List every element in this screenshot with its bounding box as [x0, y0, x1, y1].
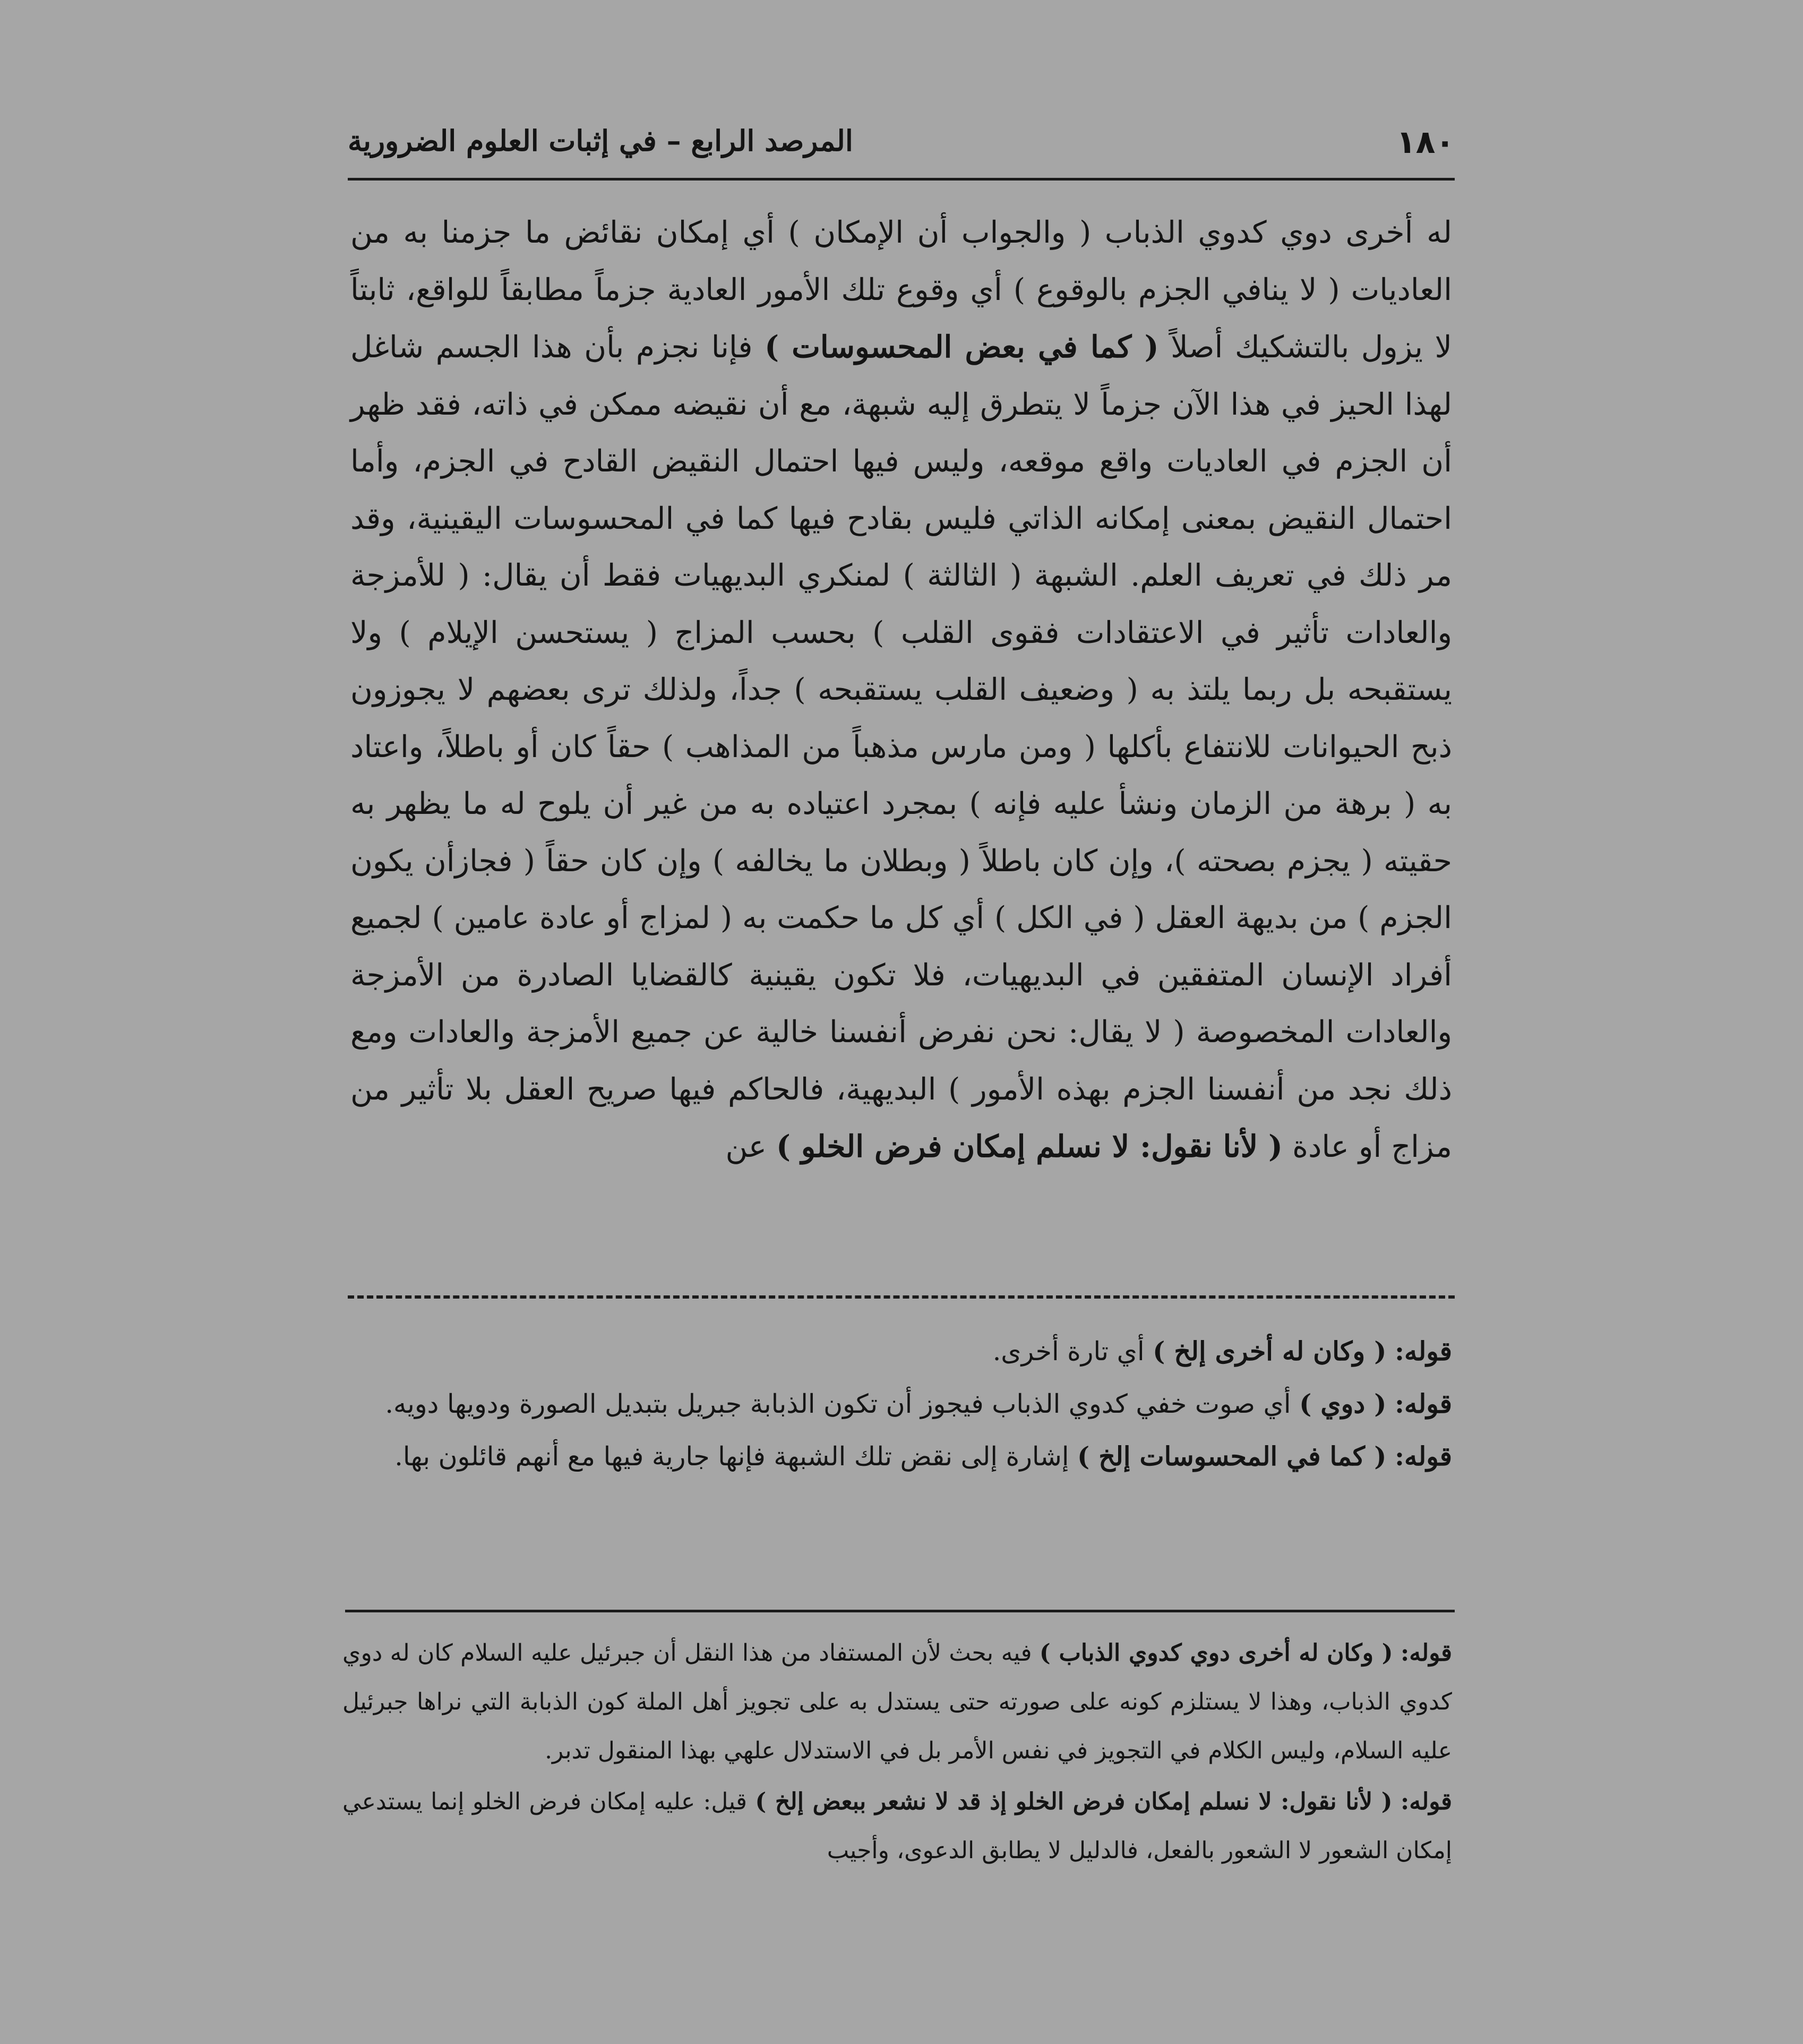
main-text: [350, 204, 1452, 1176]
footnote-text: فيه بحث لأن المستفاد من هذا النقل أن جبرئيل عليه السلام كان له دوي كدوي الذباب، وهذا لا يستلزم كونه على صورته حتى يستدل به على تجويز أهل الملة كون الذبابة التي نراها جبرئيل عليه السلام، وليس الكلام في التجويز في نفس الأمر بل في الاستدلال علهي بهذا المنقول تدبر.: [342, 1639, 1452, 1764]
footnote-quote: ( وكان له أخرى دوي كدوي الذباب ): [1039, 1639, 1393, 1667]
main-text-part-2: فإنا نجزم بأن هذا الجسم شاغل لهذا الحيز في هذا الآن جزماً لا يتطرق إليه شبهة، مع أن نقيضه ممكن في ذاته، فقد ظهر أن الجزم في العاديات واقع موقعه، وليس فيها احتمال النقيض القادح في الجزم، وأما احتمال النقيض بمعنى إمكانه الذاتي فليس بقادح فيها كما في المحسوسات اليقينية، وقد مر ذلك في تعريف العلم. الشبهة ( الثالثة ) لمنكري البديهيات فقط أن يقال: ( للأمزجة والعادات تأثير في الاعتقادات فقوى القلب ) بحسب المزاج ( يستحسن الإيلام ) ولا يستقبحه بل ربما يلتذ به ( وضعيف القلب يستقبحه ) جداً، ولذلك ترى بعضهم لا يجوزون ذبح الحيوانات للانتفاع بأكلها ( ومن مارس مذهباً من المذاهب ) حقاً كان أو باطلاً، واعتاد به ( برهة من الزمان ونشأ عليه فإنه ) بمجرد اعتياده به من غير أن يلوح له ما يظهر به حقيته ( يجزم بصحته )، وإن كان باطلاً ( وبطلان ما يخالفه ) وإن كان حقاً ( فجازأن يكون الجزم ) من بديهة العقل ( في الكل ) أي كل ما حكمت به ( لمزاج أو عادة عامين ) لجميع أفراد الإنسان المتفقين في البديهيات، فلا تكون يقينية كالقضايا الصادرة من الأمزجة والعادات المخصوصة ( لا يقال: نحن نفرض أنفسنا خالية عن جميع الأمزجة والعادات ومع ذلك نجد من أنفسنا الجزم بهذه الأمور ) البديهية، فالحاكم فيها صريح العقل بلا تأثير من مزاج أو عادة: [350, 330, 1452, 1164]
page-number: ١٨٠: [1396, 124, 1455, 161]
footnote-item: [342, 1431, 1452, 1482]
main-text-bold-2: ( لأنا نقول: لا نسلم إمكان فرض الخلو ): [776, 1129, 1283, 1164]
footnote-text: قيل: عليه إمكان فرض الخلو إنما يستدعي إمكان الشعور لا الشعور بالفعل، فالدليل لا يطابق الدعوى، وأجيب: [342, 1788, 1452, 1864]
footnote-item: [342, 1326, 1452, 1377]
main-text-part-1: له أخرى دوي كدوي الذباب ( والجواب أن الإمكان ) أي إمكان نقائض ما جزمنا به من العاديات ( لا ينافي الجزم بالوقوع ) أي وقوع تلك الأمور العادية جزماً مطابقاً للواقع، ثابتاً لا يزول بالتشكيك أصلاً: [350, 215, 1453, 365]
footnote-label: قوله:: [1400, 1639, 1452, 1667]
footnote-text: أي تارة أخرى.: [992, 1336, 1145, 1367]
main-text-part-3: عن: [725, 1129, 767, 1164]
footnote-text: إشارة إلى نقض تلك الشبهة فإنها جارية فيها مع أنهم قائلون بها.: [394, 1441, 1069, 1472]
footnotes-second: [342, 1629, 1452, 1877]
footnote-text: أي صوت خفي كدوي الذباب فيجوز أن تكون الذبابة جبريل بتبديل الصورة ودويها دويه.: [385, 1389, 1291, 1419]
footnote-label: قوله:: [1394, 1441, 1452, 1472]
running-title: المرصد الرابع – في إثبات العلوم الضرورية: [348, 124, 853, 158]
footnote-label: قوله:: [1394, 1336, 1452, 1367]
footnotes-first: [342, 1326, 1452, 1484]
footnote-item: [342, 1379, 1452, 1429]
footnote-quote: ( وكان له أخرى إلخ ): [1153, 1336, 1387, 1367]
main-text-bold-1: ( كما في بعض المحسوسات ): [765, 329, 1159, 365]
main-paragraph: [350, 204, 1452, 1176]
footnote-quote: ( كما في المحسوسات إلخ ): [1077, 1441, 1387, 1472]
solid-separator: [345, 1610, 1455, 1612]
page-header: [348, 114, 1455, 181]
footnote-quote: ( دوي ): [1299, 1388, 1387, 1419]
footnote-label: قوله:: [1400, 1788, 1452, 1815]
footnote-quote: ( لأنا نقول: لا نسلم إمكان فرض الخلو إذ قد لا نشعر ببعض إلخ ): [755, 1788, 1393, 1815]
footnote-label: قوله:: [1394, 1388, 1452, 1419]
dashed-separator: [348, 1295, 1455, 1299]
footnote-item: [342, 1629, 1452, 1775]
footnote-item: [342, 1777, 1452, 1875]
